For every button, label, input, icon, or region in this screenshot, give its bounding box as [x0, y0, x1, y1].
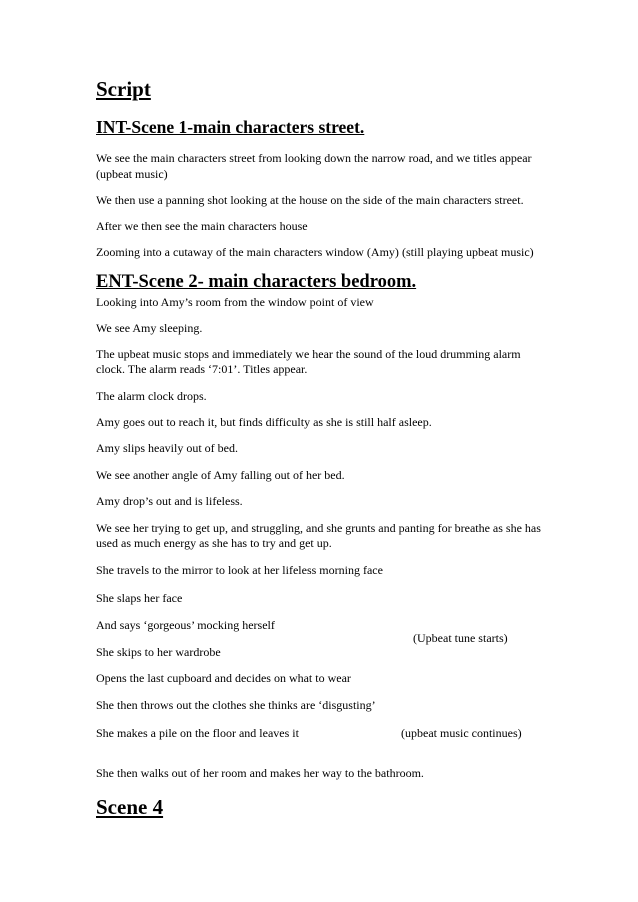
scene2-line: We see Amy sleeping.: [96, 321, 203, 335]
scene2-line: She slaps her face: [96, 591, 183, 605]
scene2-music-note: (Upbeat tune starts): [413, 631, 508, 645]
scene2-line: Amy slips heavily out of bed.: [96, 441, 238, 455]
scene2-line: She then walks out of her room and makes her way to the bathroom.: [96, 766, 424, 780]
scene2-line: She then throws out the clothes she thinks are ‘disgusting’: [96, 698, 376, 712]
scene2-heading: ENT-Scene 2- main characters bedroom.: [96, 272, 417, 292]
scene2-music-note: (upbeat music continues): [401, 726, 522, 740]
page-title: Script: [96, 77, 151, 101]
scene2-line: We see another angle of Amy falling out of her bed.: [96, 468, 345, 482]
scene1-paragraph: Zooming into a cutaway of the main characters window (Amy): [96, 245, 399, 259]
scene2-line: clock. The alarm reads ‘7:01’. Titles appear.: [96, 362, 308, 376]
scene1-paragraph: After we then see the main characters house: [96, 219, 308, 233]
scene1-paragraph-line: (upbeat music): [96, 167, 168, 181]
scene2-line: Looking into Amy’s room from the window point of view: [96, 295, 374, 309]
scene2-line: used as much energy as she has to try and get up.: [96, 536, 332, 550]
scene1-paragraph-line: We see the main characters street from looking down the narrow road, and we titles appear: [96, 151, 532, 165]
scene2-line: The upbeat music stops and immediately we hear the sound of the loud drumming alarm: [96, 347, 521, 361]
scene2-line: She travels to the mirror to look at her lifeless morning face: [96, 563, 383, 577]
scene2-line: She makes a pile on the floor and leaves it: [96, 726, 299, 740]
scene2-line: Amy goes out to reach it, but finds difficulty as she is still half asleep.: [96, 415, 432, 429]
scene2-line: We see her trying to get up, and struggling, and she grunts and panting for breathe as she has: [96, 521, 541, 535]
scene2-line: The alarm clock drops.: [96, 389, 207, 403]
scene4-heading: Scene 4: [96, 795, 164, 819]
scene2-line: And says ‘gorgeous’ mocking herself: [96, 618, 275, 632]
scene1-paragraph: We then use a panning shot looking at the house on the side of the main characters street.: [96, 193, 524, 207]
scene1-music-note: (still playing upbeat music): [402, 245, 534, 259]
scene1-heading: INT-Scene 1-main characters street.: [96, 117, 365, 137]
scene2-line: Opens the last cupboard and decides on what to wear: [96, 671, 351, 685]
scene2-line: She skips to her wardrobe: [96, 645, 221, 659]
scene2-line: Amy drop’s out and is lifeless.: [96, 494, 243, 508]
